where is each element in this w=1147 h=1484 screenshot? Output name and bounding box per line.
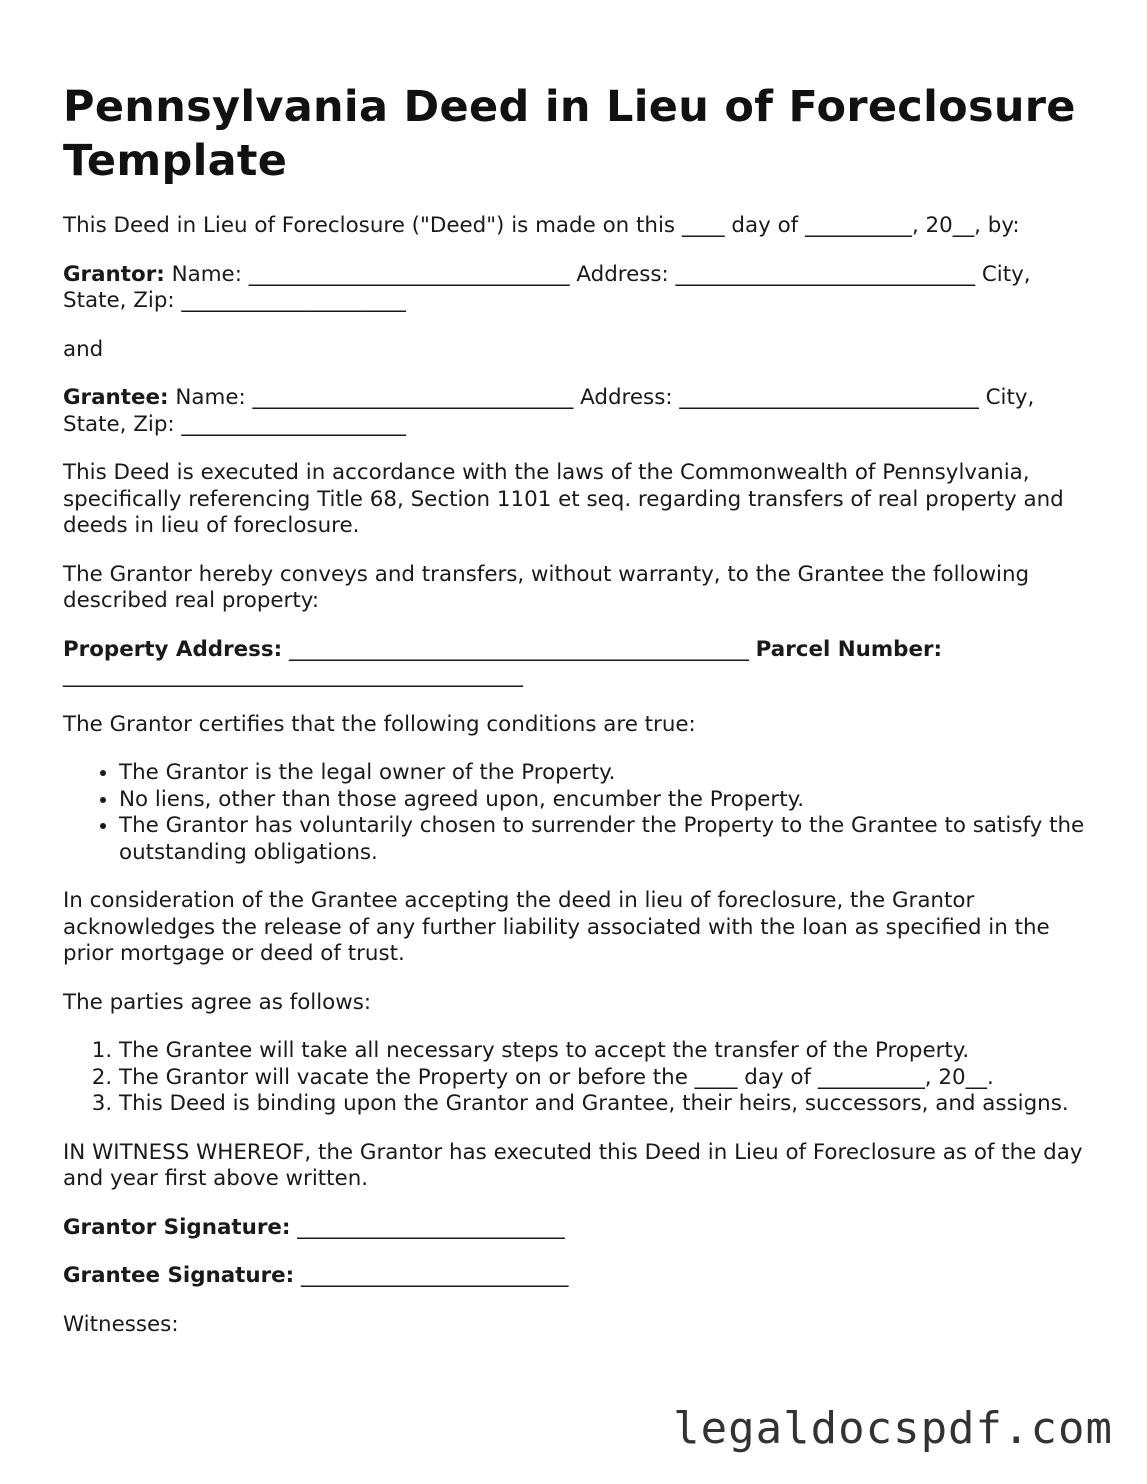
grantor-fields: Name: ______________________________ Address: ____________________________ City, State, Zip: _____________________ [63,261,1031,313]
conditions-list [63,760,1085,866]
grantee-signature-blank: _________________________ [294,1263,569,1288]
list-item: • The Grantor has voluntarily chosen to surrender the Property to the Grantee to satisfy the outstanding obligations. [119,813,1085,866]
list-item: • The Grantor is the legal owner of the Property. [119,760,1085,787]
property-address-blank: ___________________________________________ [282,636,756,662]
property-block [63,637,1085,690]
agree-paragraph: The parties agree as follows: [63,989,372,1015]
intro-paragraph: This Deed in Lieu of Foreclosure ("Deed") is made on this ____ day of __________, 20__, by: [63,213,1020,238]
conveys-paragraph: The Grantor hereby conveys and transfers, without warranty, to the Grantee the following described real property: [63,561,1030,613]
list-item: • No liens, other than those agreed upon, encumber the Property. [119,787,1085,814]
list-item: 3. This Deed is binding upon the Grantor and Grantee, their heirs, successors, and assigns. [119,1091,1085,1118]
certifies-paragraph: The Grantor certifies that the following conditions are true: [63,711,696,737]
agreements-list [63,1038,1085,1118]
list-item: 1. The Grantee will take all necessary steps to accept the transfer of the Property. [119,1038,1085,1065]
grantor-label: Grantor: [63,261,165,287]
grantee-label: Grantee: [63,385,169,410]
property-address-label: Property Address: [63,636,283,662]
document-page [63,80,1085,1360]
grantee-signature-line [63,1263,1085,1290]
watermark-text: legaldocspdf.com [673,1403,1113,1454]
and-text: and [63,336,104,362]
grantee-signature-label: Grantee Signature: [63,1263,295,1288]
grantee-fields: Name: ______________________________ Address: ____________________________ City, State, Zip: _____________________ [63,385,1035,437]
grantor-signature-blank: _________________________ [290,1214,565,1240]
document-title: Pennsylvania Deed in Lieu of Foreclosure Template [63,82,1076,186]
witnesses-label: Witnesses: [63,1311,179,1337]
grantor-block [63,262,1085,315]
parcel-number-blank: ___________________________________________ [63,663,523,688]
parcel-number-label: Parcel Number: [755,636,943,662]
grantor-signature-label: Grantor Signature: [63,1214,291,1240]
list-item: 2. The Grantor will vacate the Property on or before the ____ day of __________, 20__. [119,1065,1085,1092]
laws-paragraph: This Deed is executed in accordance with the laws of the Commonwealth of Pennsylvania, specifically referencing Title 68, Section 1101 et seq. regarding transfers of real property and deeds in lieu of foreclosure. [63,460,1064,538]
grantor-signature-line [63,1215,1085,1242]
witness-paragraph: IN WITNESS WHEREOF, the Grantor has executed this Deed in Lieu of Foreclosure as of the day and year first above written. [63,1139,1083,1191]
consideration-paragraph: In consideration of the Grantee accepting the deed in lieu of foreclosure, the Grantor acknowledges the release of any further liability associated with the loan as specified in the prior mortgage or deed of trust. [63,888,1050,966]
grantee-block [63,385,1085,438]
